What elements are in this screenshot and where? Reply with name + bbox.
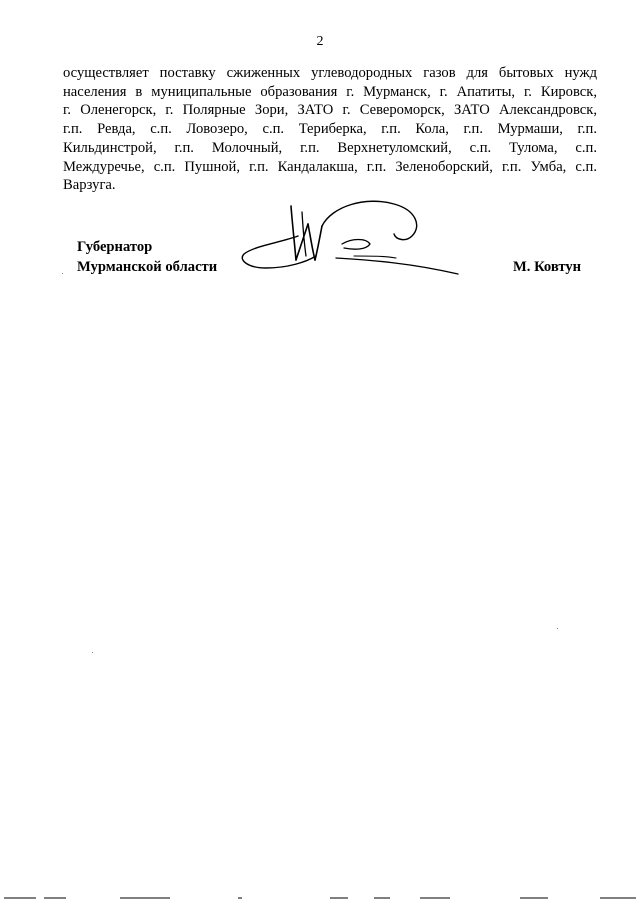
signatory-title-line: Губернатор [77, 239, 153, 255]
page-number: 2 [316, 34, 324, 49]
body-line: г.п. Ревда, с.п. Ловозеро, с.п. Териберка, г.п. Кола, г.п. Мурмаши, г.п. [63, 121, 597, 138]
scan-artifact [92, 652, 93, 653]
scan-artifact [557, 628, 558, 629]
body-line: Кильдинстрой, г.п. Молочный, г.п. Верхнетуломский, с.п. Тулома, с.п. [63, 139, 597, 156]
signatory-title [77, 237, 217, 277]
body-line: г. Оленегорск, г. Полярные Зори, ЗАТО г. Североморск, ЗАТО Александровск, [63, 102, 597, 119]
signatory-title-line: Мурманской области [77, 259, 218, 275]
body-line: населения в муниципальные образования г. Мурманск, г. Апатиты, г. Кировск, [63, 83, 597, 100]
footer-rule [0, 895, 640, 905]
scan-artifact [62, 273, 63, 274]
body-line: осуществляет поставку сжиженных углеводородных газов для бытовых нужд [63, 65, 597, 81]
signatory-name: М. Ковтун [513, 259, 582, 275]
body-line: Междуречье, с.п. Пушной, г.п. Кандалакша, г.п. Зеленоборский, г.п. Умба, с.п. [63, 158, 597, 175]
body-paragraph [63, 64, 597, 195]
body-line: Варзуга. [63, 177, 116, 194]
handwritten-signature [236, 198, 466, 280]
